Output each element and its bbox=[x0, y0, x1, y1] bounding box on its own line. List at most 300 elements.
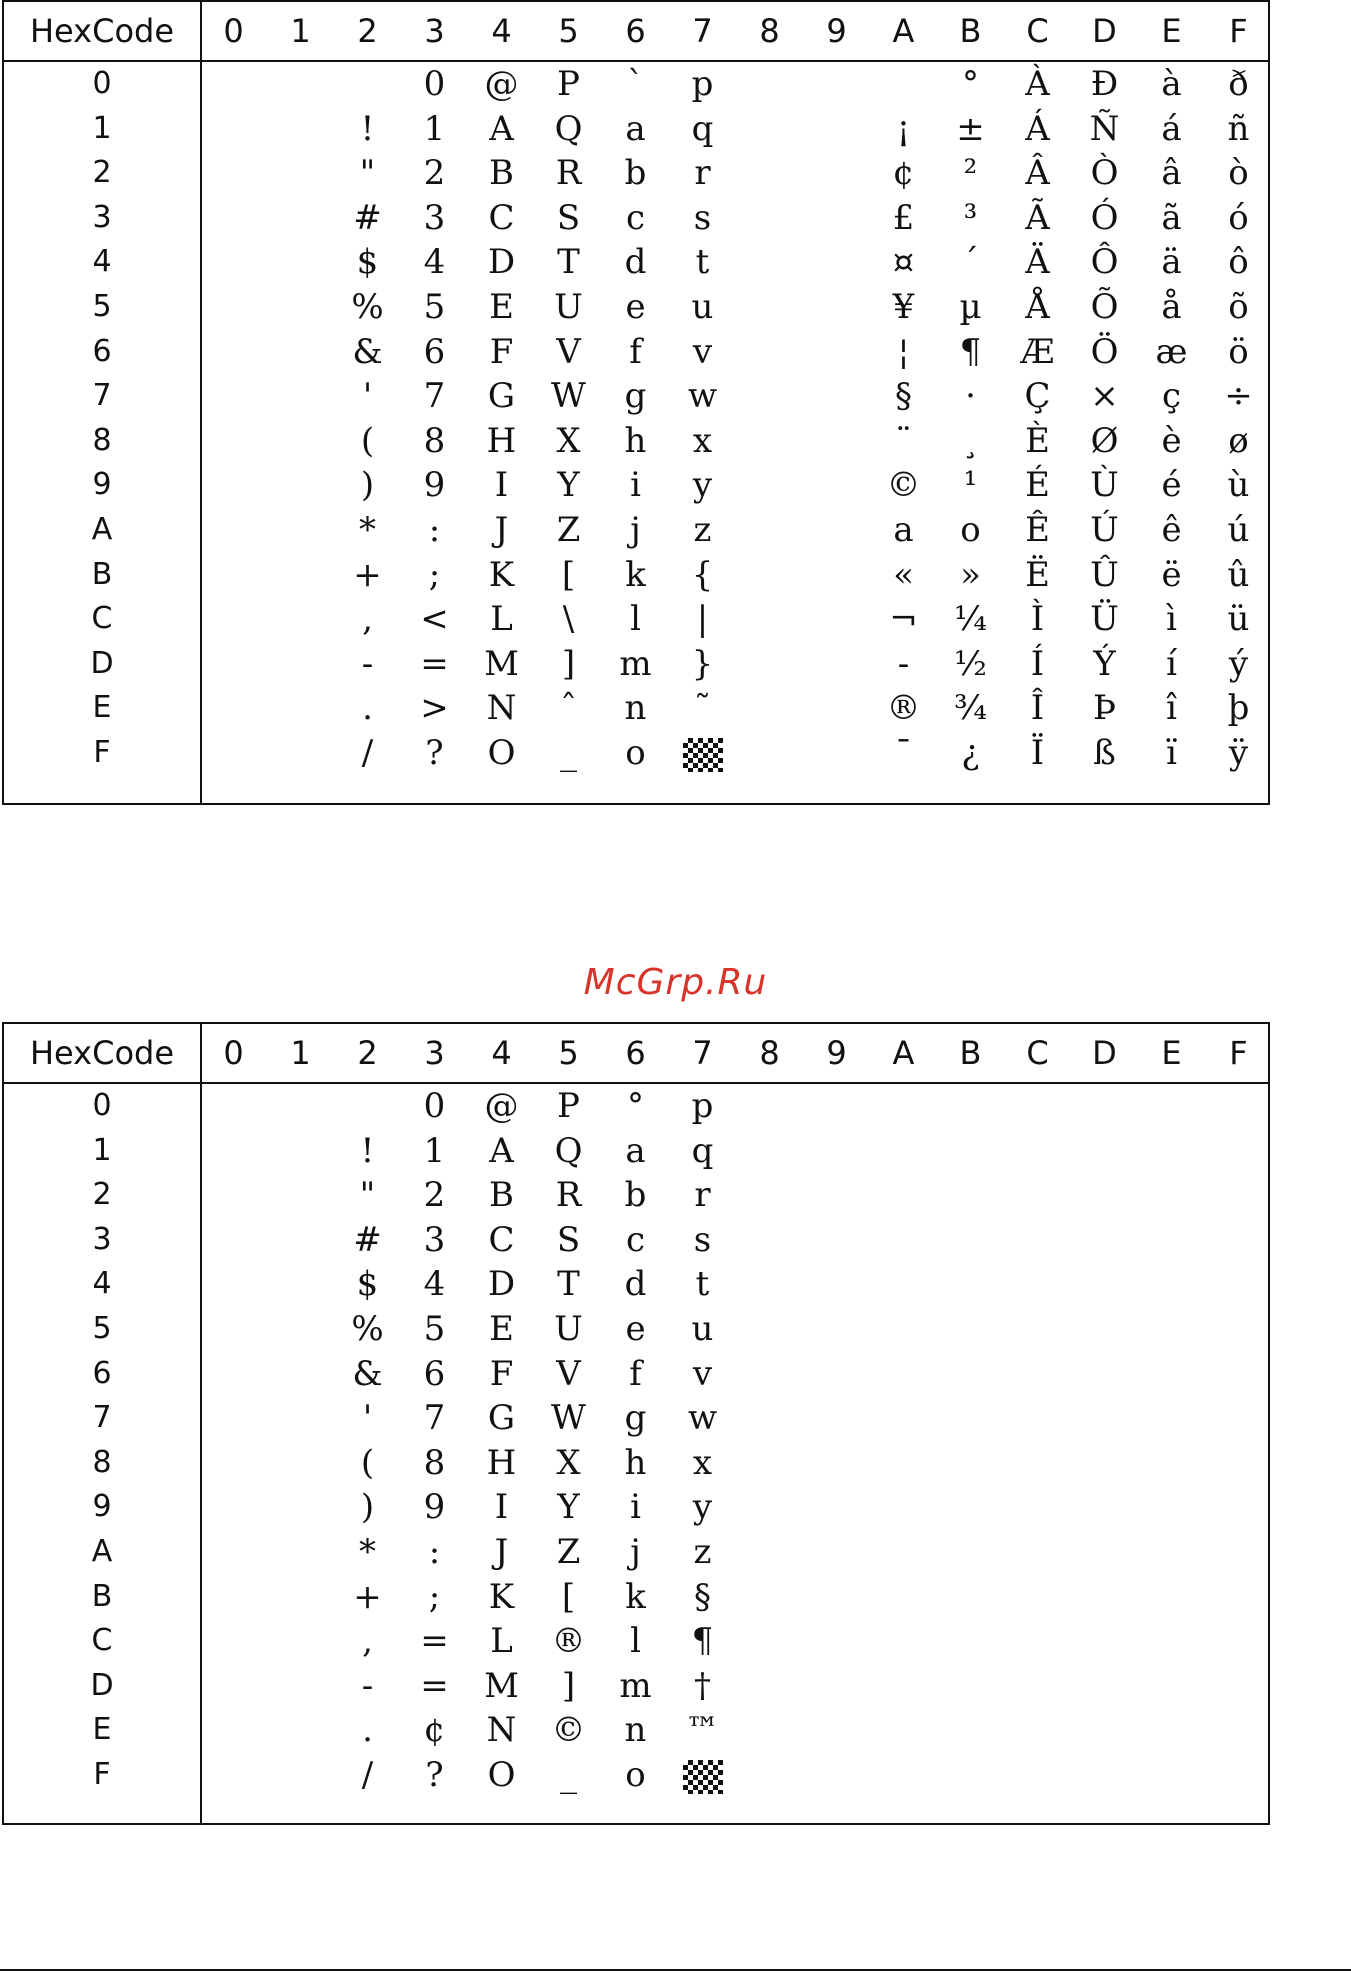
char-cell-3c: = bbox=[420, 1621, 449, 1662]
char-cell-51: Q bbox=[554, 108, 583, 149]
char-cell-a3: £ bbox=[892, 197, 915, 238]
char-cell-24: $ bbox=[356, 242, 379, 283]
char-cell-79: y bbox=[692, 465, 713, 506]
hexcode-header: HexCode bbox=[29, 12, 175, 50]
char-cell-7f bbox=[669, 1753, 736, 1798]
row-header-8: 8 bbox=[92, 422, 112, 458]
char-cell-77: w bbox=[687, 376, 718, 417]
row-header-d: D bbox=[90, 1667, 114, 1703]
char-cell-f3: ó bbox=[1228, 197, 1249, 238]
char-cell-5e: © bbox=[551, 1710, 586, 1751]
char-cell-50: P bbox=[557, 64, 580, 104]
char-cell-4a: J bbox=[494, 1532, 509, 1572]
column-header-f: F bbox=[1229, 12, 1248, 50]
char-cell-c7: Ç bbox=[1024, 376, 1051, 417]
char-cell-57: W bbox=[551, 1398, 586, 1439]
column-header-d: D bbox=[1092, 1034, 1117, 1072]
char-cell-7e: ™ bbox=[685, 1710, 720, 1751]
row-header-4: 4 bbox=[92, 244, 112, 280]
char-cell-45: E bbox=[489, 287, 514, 327]
char-cell-e4: ä bbox=[1161, 242, 1182, 283]
char-cell-65: e bbox=[625, 287, 646, 327]
char-cell-3f: ? bbox=[425, 733, 444, 773]
char-cell-e2: â bbox=[1161, 153, 1182, 194]
char-cell-5b: [ bbox=[561, 554, 576, 595]
char-cell-f5: õ bbox=[1228, 287, 1249, 327]
char-cell-3b: ; bbox=[428, 554, 441, 595]
char-cell-2f: / bbox=[361, 733, 374, 773]
char-cell-35: 5 bbox=[423, 287, 446, 327]
char-cell-b3: ³ bbox=[963, 197, 978, 238]
char-cell-a8: ¨ bbox=[895, 420, 912, 461]
char-cell-c9: É bbox=[1025, 465, 1050, 506]
row-header-1: 1 bbox=[92, 110, 112, 146]
char-cell-29: ) bbox=[360, 1487, 375, 1528]
char-cell-4f: O bbox=[487, 733, 516, 773]
char-cell-31: 1 bbox=[423, 1130, 446, 1171]
column-header-4: 4 bbox=[491, 12, 512, 50]
char-cell-ae: ® bbox=[886, 688, 921, 729]
char-cell-33: 3 bbox=[423, 197, 446, 238]
row-header-b: B bbox=[91, 556, 113, 592]
char-cell-23: # bbox=[353, 197, 382, 238]
char-cell-c8: È bbox=[1025, 420, 1050, 461]
char-cell-e1: á bbox=[1161, 108, 1182, 149]
char-cell-61: a bbox=[625, 108, 646, 149]
row-header-a: A bbox=[91, 1534, 113, 1569]
char-cell-39: 9 bbox=[423, 1487, 446, 1528]
char-cell-af: ¯ bbox=[895, 733, 912, 773]
char-cell-69: i bbox=[630, 465, 641, 506]
char-cell-54: T bbox=[557, 242, 580, 283]
column-header-b: B bbox=[959, 12, 982, 50]
char-cell-49: I bbox=[494, 465, 509, 506]
char-cell-35: 5 bbox=[423, 1309, 446, 1349]
row-header-5: 5 bbox=[92, 1311, 112, 1346]
char-cell-28: ( bbox=[360, 1442, 375, 1483]
char-cell-d6: Ö bbox=[1090, 331, 1119, 372]
char-cell-4c: L bbox=[490, 1621, 513, 1662]
char-cell-f1: ñ bbox=[1227, 108, 1250, 149]
char-cell-71: q bbox=[691, 1130, 714, 1171]
char-cell-56: V bbox=[556, 1353, 581, 1394]
char-cell-e7: ç bbox=[1161, 376, 1182, 417]
char-cell-58: X bbox=[556, 1442, 581, 1483]
char-cell-b8: ¸ bbox=[962, 420, 979, 461]
char-cell-6d: m bbox=[619, 643, 652, 684]
char-cell-25: % bbox=[351, 287, 384, 327]
char-cell-29: ) bbox=[360, 465, 375, 506]
char-cell-75: u bbox=[691, 1309, 714, 1349]
column-header-9: 9 bbox=[826, 1034, 847, 1072]
char-cell-2e: . bbox=[362, 1710, 373, 1751]
char-cell-d4: Ô bbox=[1090, 242, 1119, 283]
char-cell-d5: Õ bbox=[1090, 287, 1119, 327]
char-cell-63: c bbox=[625, 1219, 646, 1260]
char-cell-76: v bbox=[692, 1353, 713, 1394]
char-cell-22: " bbox=[359, 153, 376, 194]
row-header-9: 9 bbox=[92, 1489, 112, 1525]
char-cell-bc: ¼ bbox=[954, 599, 987, 640]
char-cell-76: v bbox=[692, 331, 713, 372]
char-cell-b1: ± bbox=[956, 108, 985, 149]
char-cell-74: t bbox=[695, 242, 710, 283]
char-cell-c6: Æ bbox=[1020, 331, 1055, 372]
char-cell-4a: J bbox=[494, 510, 509, 550]
char-cell-59: Y bbox=[557, 465, 580, 506]
char-cell-5c: \ bbox=[562, 599, 575, 640]
row-header-c: C bbox=[91, 601, 113, 637]
footer-rule bbox=[0, 1969, 1351, 1971]
column-header-0: 0 bbox=[223, 12, 244, 50]
char-cell-72: r bbox=[694, 1175, 711, 1216]
char-cell-72: r bbox=[694, 153, 711, 194]
char-cell-c0: À bbox=[1025, 64, 1050, 104]
char-cell-43: C bbox=[488, 1219, 515, 1260]
column-header-5: 5 bbox=[558, 1034, 579, 1072]
char-cell-53: S bbox=[556, 197, 581, 238]
char-cell-47: G bbox=[487, 1398, 516, 1439]
row-header-9: 9 bbox=[92, 467, 112, 503]
column-header-d: D bbox=[1092, 12, 1117, 50]
char-cell-78: x bbox=[692, 1442, 713, 1483]
char-cell-d3: Ó bbox=[1090, 197, 1119, 238]
column-header-3: 3 bbox=[424, 1034, 445, 1072]
char-cell-f4: ô bbox=[1228, 242, 1249, 283]
char-cell-2e: . bbox=[362, 688, 373, 729]
char-cell-6c: l bbox=[630, 1621, 641, 1662]
char-cell-7f bbox=[669, 731, 736, 776]
char-cell-e9: é bbox=[1161, 465, 1182, 506]
char-cell-37: 7 bbox=[423, 1398, 446, 1439]
column-header-7: 7 bbox=[692, 1034, 713, 1072]
char-cell-28: ( bbox=[360, 420, 375, 461]
char-cell-5e: ˆ bbox=[560, 688, 577, 729]
char-cell-33: 3 bbox=[423, 1219, 446, 1260]
char-cell-7b: § bbox=[694, 1576, 711, 1617]
watermark: McGrp.Ru bbox=[583, 962, 768, 1003]
char-cell-2b: + bbox=[353, 554, 382, 595]
char-cell-3d: = bbox=[420, 1665, 449, 1706]
char-cell-2d: - bbox=[361, 643, 374, 684]
column-header-a: A bbox=[892, 1034, 915, 1072]
column-header-5: 5 bbox=[558, 12, 579, 50]
char-cell-49: I bbox=[494, 1487, 509, 1528]
char-cell-6a: j bbox=[630, 510, 641, 550]
char-cell-51: Q bbox=[554, 1130, 583, 1171]
char-cell-6e: n bbox=[624, 1710, 647, 1751]
char-cell-bd: ½ bbox=[954, 643, 987, 684]
char-cell-7a: z bbox=[693, 510, 712, 550]
char-cell-71: q bbox=[691, 108, 714, 149]
char-cell-2d: - bbox=[361, 1665, 374, 1706]
char-cell-2a: * bbox=[359, 510, 376, 550]
char-cell-46: F bbox=[489, 1353, 514, 1394]
char-cell-32: 2 bbox=[423, 1175, 446, 1216]
char-cell-60: ° bbox=[627, 1086, 644, 1126]
char-cell-45: E bbox=[489, 1309, 514, 1349]
char-cell-ed: í bbox=[1166, 643, 1177, 684]
char-cell-21: ! bbox=[360, 1130, 375, 1171]
char-cell-ec: ì bbox=[1166, 599, 1177, 640]
row-header-b: B bbox=[91, 1578, 113, 1614]
char-cell-75: u bbox=[691, 287, 714, 327]
char-cell-5c: ® bbox=[551, 1621, 586, 1662]
char-cell-53: S bbox=[556, 1219, 581, 1260]
char-cell-41: A bbox=[489, 108, 514, 149]
char-cell-f7: ÷ bbox=[1224, 376, 1253, 417]
char-cell-67: g bbox=[624, 376, 647, 417]
char-cell-54: T bbox=[557, 1264, 580, 1305]
column-header-e: E bbox=[1161, 12, 1182, 50]
char-cell-f8: ø bbox=[1228, 420, 1249, 461]
char-cell-be: ¾ bbox=[954, 688, 987, 729]
char-cell-aa: a bbox=[893, 510, 914, 550]
char-cell-ef: ï bbox=[1166, 733, 1177, 773]
char-cell-3e: ¢ bbox=[423, 1710, 446, 1751]
char-cell-4d: M bbox=[484, 643, 519, 684]
char-cell-77: w bbox=[687, 1398, 718, 1439]
char-cell-27: ' bbox=[362, 376, 373, 417]
char-cell-61: a bbox=[625, 1130, 646, 1171]
column-header-2: 2 bbox=[357, 1034, 378, 1072]
char-cell-55: U bbox=[554, 1309, 583, 1349]
row-header-0: 0 bbox=[92, 1088, 112, 1123]
column-header-c: C bbox=[1026, 1034, 1049, 1072]
char-cell-d2: Ò bbox=[1090, 153, 1119, 194]
char-cell-70: p bbox=[691, 1086, 714, 1126]
char-cell-e8: è bbox=[1161, 420, 1182, 461]
char-cell-ba: o bbox=[960, 510, 981, 550]
char-cell-78: x bbox=[692, 420, 713, 461]
char-cell-44: D bbox=[487, 1264, 516, 1305]
char-cell-34: 4 bbox=[423, 1264, 446, 1305]
char-cell-63: c bbox=[625, 197, 646, 238]
char-cell-7a: z bbox=[693, 1532, 712, 1572]
char-cell-4b: K bbox=[488, 1576, 515, 1617]
char-cell-7b: { bbox=[691, 554, 714, 595]
char-cell-ea: ê bbox=[1161, 510, 1182, 550]
column-header-a: A bbox=[892, 12, 915, 50]
row-header-6: 6 bbox=[92, 1355, 112, 1391]
char-cell-57: W bbox=[551, 376, 586, 417]
char-cell-b0: ° bbox=[962, 64, 979, 104]
char-cell-36: 6 bbox=[423, 331, 446, 372]
char-cell-6d: m bbox=[619, 1665, 652, 1706]
char-cell-7c: | bbox=[696, 599, 709, 640]
char-cell-3a: : bbox=[428, 1532, 441, 1572]
character-table-2 bbox=[2, 1022, 1270, 1825]
char-cell-4b: K bbox=[488, 554, 515, 595]
char-cell-6f: o bbox=[625, 1755, 646, 1795]
char-cell-21: ! bbox=[360, 108, 375, 149]
char-cell-cd: Í bbox=[1030, 643, 1045, 684]
column-header-3: 3 bbox=[424, 12, 445, 50]
row-header-3: 3 bbox=[92, 1221, 112, 1257]
column-header-b: B bbox=[959, 1034, 982, 1072]
char-cell-73: s bbox=[693, 197, 712, 238]
char-cell-c2: Â bbox=[1025, 153, 1050, 194]
column-header-e: E bbox=[1161, 1034, 1182, 1072]
char-cell-52: R bbox=[555, 1175, 582, 1216]
char-cell-d9: Ù bbox=[1090, 465, 1119, 506]
char-cell-cf: Ï bbox=[1030, 733, 1045, 773]
char-cell-73: s bbox=[693, 1219, 712, 1260]
shade-block-icon bbox=[683, 738, 723, 772]
row-header-8: 8 bbox=[92, 1444, 112, 1480]
char-cell-f6: ö bbox=[1228, 331, 1249, 372]
char-cell-da: Ú bbox=[1090, 510, 1119, 550]
column-header-c: C bbox=[1026, 12, 1049, 50]
char-cell-67: g bbox=[624, 1398, 647, 1439]
char-cell-44: D bbox=[487, 242, 516, 283]
char-cell-3f: ? bbox=[425, 1755, 444, 1795]
row-header-7: 7 bbox=[92, 1400, 112, 1436]
char-cell-a5: ¥ bbox=[892, 287, 915, 327]
shade-block-icon bbox=[683, 1760, 723, 1794]
char-cell-fe: þ bbox=[1227, 688, 1250, 729]
char-cell-22: " bbox=[359, 1175, 376, 1216]
char-cell-4e: N bbox=[486, 1710, 517, 1751]
row-header-f: F bbox=[93, 735, 111, 770]
char-cell-b6: ¶ bbox=[959, 331, 982, 372]
char-cell-3e: > bbox=[420, 688, 449, 729]
char-cell-db: Û bbox=[1090, 554, 1119, 595]
char-cell-dc: Ü bbox=[1090, 599, 1119, 640]
column-header-7: 7 bbox=[692, 12, 713, 50]
char-cell-b2: ² bbox=[963, 153, 978, 194]
char-cell-40: @ bbox=[484, 64, 519, 104]
char-cell-27: ' bbox=[362, 1398, 373, 1439]
char-cell-68: h bbox=[624, 420, 647, 461]
char-cell-23: # bbox=[353, 1219, 382, 1260]
char-cell-5f: _ bbox=[560, 733, 577, 773]
column-header-1: 1 bbox=[290, 1034, 311, 1072]
char-cell-e3: ã bbox=[1161, 197, 1182, 238]
char-cell-34: 4 bbox=[423, 242, 446, 283]
char-cell-74: t bbox=[695, 1264, 710, 1305]
column-header-4: 4 bbox=[491, 1034, 512, 1072]
row-header-2: 2 bbox=[92, 1177, 112, 1213]
char-cell-70: p bbox=[691, 64, 714, 104]
char-cell-7d: † bbox=[694, 1665, 711, 1706]
column-header-2: 2 bbox=[357, 12, 378, 50]
char-cell-fb: û bbox=[1227, 554, 1250, 595]
char-cell-ce: Î bbox=[1030, 688, 1045, 729]
char-cell-40: @ bbox=[484, 1086, 519, 1126]
char-cell-59: Y bbox=[557, 1487, 580, 1528]
char-cell-3d: = bbox=[420, 643, 449, 684]
char-cell-d8: Ø bbox=[1090, 420, 1119, 461]
column-header-9: 9 bbox=[826, 12, 847, 50]
char-cell-5f: _ bbox=[560, 1755, 577, 1795]
char-cell-62: b bbox=[624, 1175, 647, 1216]
char-cell-f2: ò bbox=[1228, 153, 1249, 194]
row-header-a: A bbox=[91, 512, 113, 547]
char-cell-48: H bbox=[486, 1442, 517, 1483]
char-cell-39: 9 bbox=[423, 465, 446, 506]
char-cell-c5: Å bbox=[1025, 287, 1050, 327]
char-cell-df: ß bbox=[1093, 733, 1116, 773]
char-cell-a6: ¦ bbox=[897, 331, 910, 372]
char-cell-dd: Ý bbox=[1093, 643, 1116, 684]
column-header-6: 6 bbox=[625, 1034, 646, 1072]
char-cell-4c: L bbox=[490, 599, 513, 640]
char-cell-65: e bbox=[625, 1309, 646, 1349]
char-cell-eb: ë bbox=[1161, 554, 1182, 595]
char-cell-32: 2 bbox=[423, 153, 446, 194]
char-cell-60: ` bbox=[627, 64, 644, 104]
column-header-6: 6 bbox=[625, 12, 646, 50]
row-header-3: 3 bbox=[92, 199, 112, 235]
char-cell-52: R bbox=[555, 153, 582, 194]
char-cell-e5: å bbox=[1161, 287, 1182, 327]
char-cell-2c: , bbox=[362, 1621, 373, 1662]
row-header-e: E bbox=[92, 1712, 112, 1748]
char-cell-bb: » bbox=[960, 554, 981, 595]
char-cell-42: B bbox=[489, 1175, 514, 1216]
char-cell-7e: ˜ bbox=[694, 688, 711, 729]
char-cell-b5: µ bbox=[959, 287, 982, 327]
char-cell-30: 0 bbox=[423, 1086, 446, 1126]
char-cell-4e: N bbox=[486, 688, 517, 729]
hexcode-header: HexCode bbox=[29, 1034, 175, 1072]
char-cell-2a: * bbox=[359, 1532, 376, 1572]
char-cell-38: 8 bbox=[423, 420, 446, 461]
char-cell-2c: , bbox=[362, 599, 373, 640]
char-cell-62: b bbox=[624, 153, 647, 194]
char-cell-7c: ¶ bbox=[691, 1621, 714, 1662]
char-cell-66: f bbox=[629, 331, 642, 372]
char-cell-de: Þ bbox=[1093, 688, 1116, 729]
char-cell-bf: ¿ bbox=[961, 733, 980, 773]
char-cell-58: X bbox=[556, 420, 581, 461]
character-table-1 bbox=[2, 0, 1270, 805]
char-cell-25: % bbox=[351, 1309, 384, 1349]
char-cell-43: C bbox=[488, 197, 515, 238]
row-header-7: 7 bbox=[92, 378, 112, 414]
char-cell-4f: O bbox=[487, 1755, 516, 1795]
char-cell-2f: / bbox=[361, 1755, 374, 1795]
row-header-5: 5 bbox=[92, 289, 112, 324]
char-cell-64: d bbox=[624, 242, 647, 283]
char-cell-5b: [ bbox=[561, 1576, 576, 1617]
row-header-2: 2 bbox=[92, 155, 112, 191]
char-cell-56: V bbox=[556, 331, 581, 372]
char-cell-68: h bbox=[624, 1442, 647, 1483]
char-cell-5d: ] bbox=[561, 643, 576, 684]
char-cell-d1: Ñ bbox=[1089, 108, 1120, 149]
char-cell-5a: Z bbox=[556, 1532, 581, 1572]
char-cell-ca: Ê bbox=[1025, 510, 1050, 550]
char-cell-55: U bbox=[554, 287, 583, 327]
char-cell-a4: ¤ bbox=[892, 242, 915, 283]
char-cell-b4: ´ bbox=[962, 242, 979, 283]
char-cell-6b: k bbox=[625, 1576, 646, 1617]
char-cell-42: B bbox=[489, 153, 514, 194]
char-cell-41: A bbox=[489, 1130, 514, 1171]
row-header-d: D bbox=[90, 645, 114, 681]
char-cell-26: & bbox=[352, 331, 383, 372]
char-cell-5a: Z bbox=[556, 510, 581, 550]
char-cell-48: H bbox=[486, 420, 517, 461]
char-cell-c4: Ä bbox=[1025, 242, 1050, 283]
char-cell-c1: Á bbox=[1025, 108, 1050, 149]
char-cell-fc: ü bbox=[1227, 599, 1250, 640]
char-cell-b9: ¹ bbox=[963, 465, 978, 506]
char-cell-e6: æ bbox=[1155, 331, 1188, 372]
char-cell-36: 6 bbox=[423, 1353, 446, 1394]
